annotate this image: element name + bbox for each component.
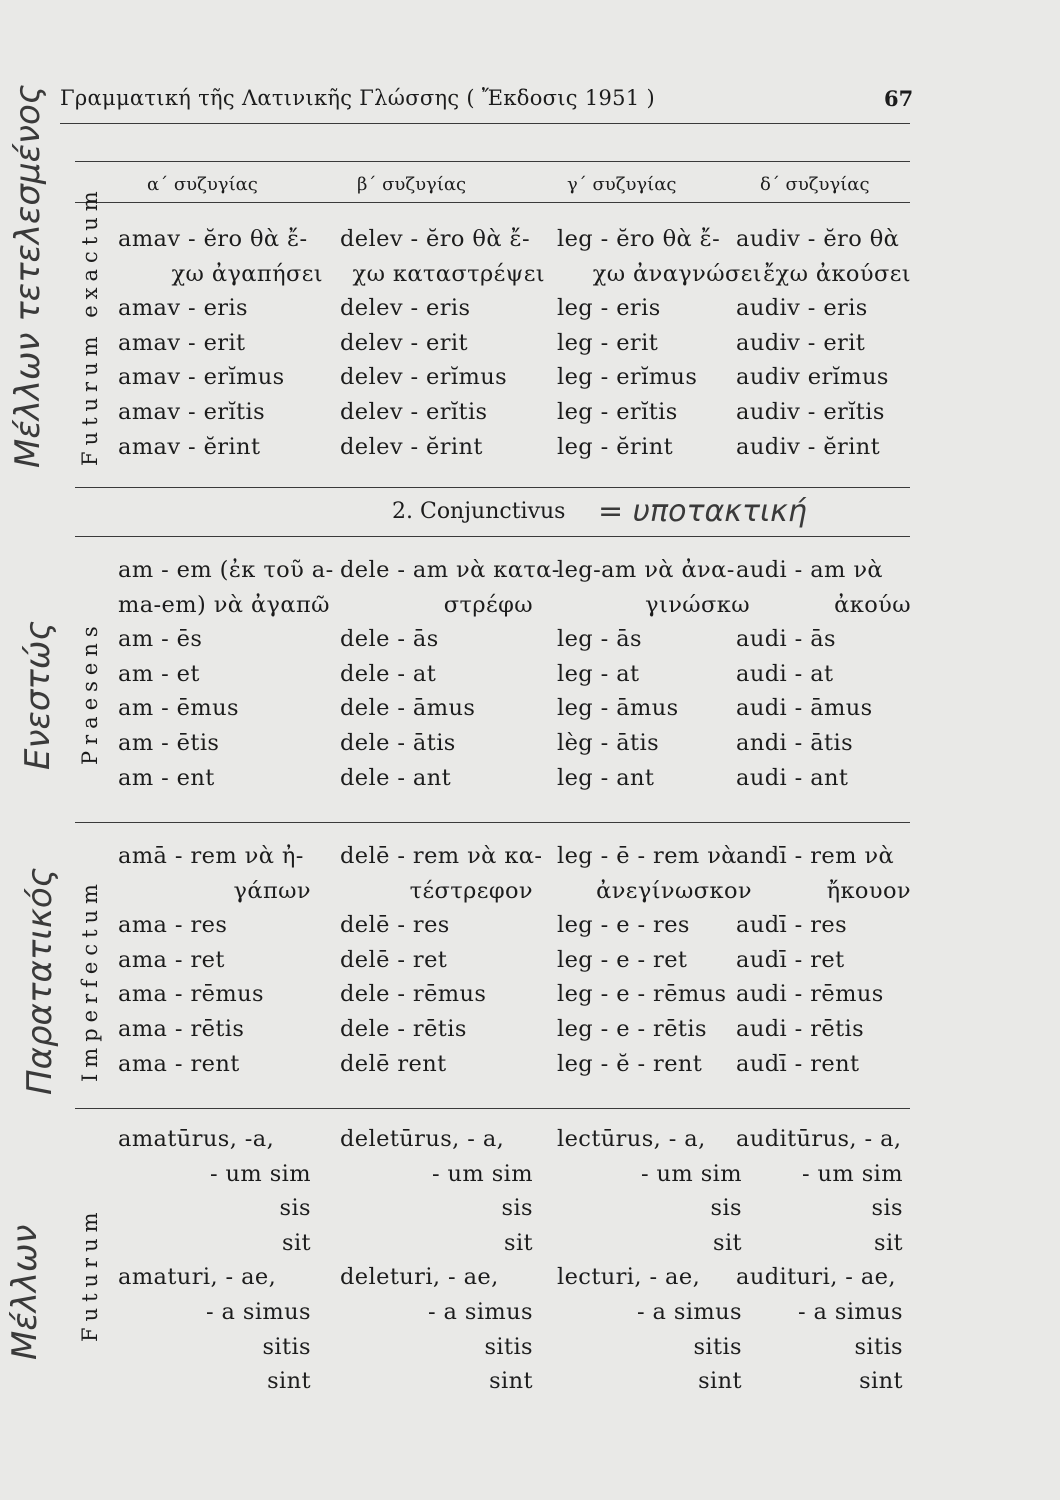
futurum-cell: auditūrus, - a, bbox=[736, 1126, 902, 1152]
praesens-cell: ἀκούω bbox=[834, 591, 911, 618]
imperfectum-cell: dele - rēmus bbox=[340, 981, 487, 1008]
futurum-cell: sit bbox=[874, 1229, 903, 1256]
futurum-exactum-cell: audiv - eris bbox=[736, 295, 868, 322]
imperfectum-cell: leg - e - ret bbox=[557, 946, 688, 973]
column-header-2: β΄ συζυγίας bbox=[357, 174, 467, 195]
futurum-exactum-cell: leg - eris bbox=[557, 295, 661, 322]
futurum-cell: sis bbox=[501, 1195, 533, 1222]
imperfectum-cell: andī - rem νὰ bbox=[736, 843, 895, 869]
futurum-cell: audituri, - ae, bbox=[736, 1264, 896, 1291]
futurum-exactum-cell: leg - ĕro θὰ ἔ- bbox=[557, 226, 721, 252]
imperfectum-cell: τέστρεφον bbox=[409, 877, 533, 904]
praesens-cell: ma-em) νὰ ἀγαπῶ bbox=[118, 591, 330, 618]
futurum-cell: sitis bbox=[854, 1333, 903, 1360]
futurum-exactum-cell: leg - erit bbox=[557, 329, 659, 356]
imperfectum-cell: ama - rēmus bbox=[118, 981, 264, 1008]
futurum-exactum-cell: delev - ĕrint bbox=[340, 433, 483, 460]
futurum-cell: lecturi, - ae, bbox=[557, 1264, 701, 1291]
imperfectum-cell: delē - ret bbox=[340, 946, 448, 973]
imperfectum-cell: ama - res bbox=[118, 912, 228, 939]
praesens-cell: leg - āmus bbox=[557, 695, 679, 722]
praesens-cell: leg - ās bbox=[557, 626, 642, 653]
section-label-futurum: Futurum bbox=[78, 1206, 102, 1342]
praesens-cell: audi - am νὰ bbox=[736, 557, 883, 583]
futurum-exactum-cell: leg - erĭmus bbox=[557, 364, 698, 391]
section-divider bbox=[75, 487, 910, 488]
futurum-cell: deletūrus, - a, bbox=[340, 1126, 505, 1152]
column-header-3: γ΄ συζυγίας bbox=[567, 174, 677, 195]
handwritten-note-futurum-exactum: Μέλλων τετελεσμένος bbox=[8, 84, 48, 468]
praesens-cell: leg - ant bbox=[557, 764, 655, 791]
imperfectum-cell: leg - e - rēmus bbox=[557, 981, 727, 1008]
imperfectum-cell: delē - res bbox=[340, 912, 450, 939]
praesens-cell: andi - ātis bbox=[736, 730, 854, 756]
futurum-cell: sis bbox=[871, 1195, 903, 1222]
praesens-cell: dele - āmus bbox=[340, 695, 476, 722]
praesens-cell: leg - at bbox=[557, 660, 640, 687]
imperfectum-cell: audī - res bbox=[736, 912, 848, 939]
praesens-cell: γινώσκω bbox=[645, 591, 750, 618]
section-divider bbox=[75, 1108, 910, 1109]
praesens-cell: dele - am νὰ κατα- bbox=[340, 557, 560, 583]
futurum-exactum-cell: delev - ĕro θὰ ἔ- bbox=[340, 226, 530, 252]
futurum-exactum-cell: amav - erĭmus bbox=[118, 364, 285, 391]
futurum-cell: - a simus bbox=[797, 1299, 903, 1325]
section-divider bbox=[75, 822, 910, 823]
header-rule bbox=[60, 123, 910, 124]
futurum-exactum-cell: amav - erit bbox=[118, 329, 246, 356]
imperfectum-cell: γάπων bbox=[233, 877, 311, 904]
column-header-4: δ΄ συζυγίας bbox=[760, 174, 870, 195]
column-header-bottom-rule bbox=[75, 202, 910, 203]
imperfectum-cell: ama - rētis bbox=[118, 1016, 245, 1042]
futurum-exactum-cell: leg - erĭtis bbox=[557, 399, 678, 425]
praesens-cell: leg-am νὰ ἀνα- bbox=[557, 557, 735, 583]
section-subtitle: 2. Conjunctivus bbox=[392, 499, 566, 524]
imperfectum-cell: ἤκουον bbox=[826, 877, 911, 904]
page-number: 67 bbox=[884, 86, 914, 111]
futurum-exactum-cell: χω ἀναγνώσει bbox=[592, 260, 762, 287]
futurum-cell: - um sim bbox=[209, 1160, 311, 1187]
praesens-cell: am - em (ἐκ τοῦ a- bbox=[118, 557, 334, 583]
futurum-cell: sit bbox=[713, 1229, 742, 1256]
handwritten-note-futurum: Μέλλων bbox=[5, 1224, 45, 1360]
futurum-cell: deleturi, - ae, bbox=[340, 1264, 499, 1291]
futurum-exactum-cell: amav - ĕro θὰ ἔ- bbox=[118, 226, 308, 252]
futurum-cell: - a simus bbox=[636, 1299, 742, 1325]
futurum-cell: - um sim bbox=[431, 1160, 533, 1187]
section-divider bbox=[75, 536, 910, 537]
futurum-cell: sis bbox=[279, 1195, 311, 1222]
futurum-exactum-cell: delev - erĭmus bbox=[340, 364, 508, 391]
futurum-cell: sitis bbox=[693, 1333, 742, 1360]
imperfectum-cell: audī - rent bbox=[736, 1050, 860, 1077]
handwritten-subtitle-note: = υποτακτική bbox=[598, 494, 807, 529]
futurum-exactum-cell: delev - erit bbox=[340, 329, 468, 356]
futurum-cell: sint bbox=[489, 1368, 533, 1395]
praesens-cell: am - ēmus bbox=[118, 695, 239, 722]
praesens-cell: audi - ās bbox=[736, 626, 836, 653]
futurum-cell: - a simus bbox=[427, 1299, 533, 1325]
futurum-cell: sitis bbox=[484, 1333, 533, 1360]
futurum-exactum-cell: ἔχω ἀκούσει bbox=[763, 260, 911, 287]
futurum-exactum-cell: delev - eris bbox=[340, 295, 471, 322]
praesens-cell: lèg - ātis bbox=[557, 730, 660, 756]
futurum-cell: sitis bbox=[262, 1333, 311, 1360]
futurum-cell: sit bbox=[282, 1229, 311, 1256]
imperfectum-cell: audi - rēmus bbox=[736, 981, 884, 1008]
column-header-top-rule bbox=[75, 161, 910, 162]
futurum-exactum-cell: amav - erĭtis bbox=[118, 399, 266, 425]
futurum-cell: amatūrus, -a, bbox=[118, 1126, 275, 1152]
futurum-cell: sis bbox=[710, 1195, 742, 1222]
imperfectum-cell: audi - rētis bbox=[736, 1016, 865, 1042]
imperfectum-cell: leg - ĕ - rent bbox=[557, 1050, 703, 1077]
imperfectum-cell: delē - rem νὰ κα- bbox=[340, 843, 543, 869]
praesens-cell: στρέφω bbox=[443, 591, 533, 618]
futurum-cell: sint bbox=[859, 1368, 903, 1395]
imperfectum-cell: leg - e - res bbox=[557, 912, 690, 939]
futurum-exactum-cell: χω ἀγαπήσει bbox=[171, 260, 323, 287]
futurum-cell: - um sim bbox=[801, 1160, 903, 1187]
section-label-futurum-exactum: Futurum exactum bbox=[78, 185, 102, 466]
imperfectum-cell: leg - ē - rem νὰ bbox=[557, 843, 737, 869]
praesens-cell: dele - ās bbox=[340, 626, 439, 653]
praesens-cell: audi - at bbox=[736, 660, 834, 687]
imperfectum-cell: ἀνεγίνωσκον bbox=[596, 877, 752, 904]
futurum-exactum-cell: amav - ĕrint bbox=[118, 433, 261, 460]
imperfectum-cell: ama - rent bbox=[118, 1050, 240, 1077]
page-header-title: Γραμματική τῆς Λατινικῆς Γλώσσης ( Ἔκδοσις 1951 ) bbox=[60, 86, 655, 110]
praesens-cell: am - ēs bbox=[118, 626, 203, 653]
imperfectum-cell: leg - e - rētis bbox=[557, 1016, 707, 1042]
handwritten-note-imperfectum: Παρατατικός bbox=[20, 867, 60, 1095]
praesens-cell: am - ētis bbox=[118, 730, 220, 756]
imperfectum-cell: audī - ret bbox=[736, 946, 845, 973]
futurum-exactum-cell: amav - eris bbox=[118, 295, 248, 322]
futurum-cell: sint bbox=[267, 1368, 311, 1395]
futurum-cell: amaturi, - ae, bbox=[118, 1264, 277, 1291]
futurum-cell: - um sim bbox=[640, 1160, 742, 1187]
futurum-exactum-cell: audiv erĭmus bbox=[736, 364, 889, 391]
praesens-cell: audi - ant bbox=[736, 764, 849, 791]
futurum-exactum-cell: delev - erĭtis bbox=[340, 399, 488, 425]
futurum-cell: - a simus bbox=[205, 1299, 311, 1325]
section-label-praesens: Praesens bbox=[78, 620, 102, 765]
futurum-exactum-cell: audiv - ĕro θὰ bbox=[736, 226, 900, 252]
futurum-cell: sint bbox=[698, 1368, 742, 1395]
imperfectum-cell: ama - ret bbox=[118, 946, 225, 973]
handwritten-note-praesens: Ενεστώς bbox=[18, 620, 58, 770]
futurum-exactum-cell: audiv - erĭtis bbox=[736, 399, 885, 425]
praesens-cell: dele - ant bbox=[340, 764, 452, 791]
futurum-cell: lectūrus, - a, bbox=[557, 1126, 706, 1152]
column-header-1: α΄ συζυγίας bbox=[147, 174, 258, 195]
praesens-cell: dele - ātis bbox=[340, 730, 456, 756]
imperfectum-cell: delē rent bbox=[340, 1050, 447, 1077]
futurum-exactum-cell: χω καταστρέψει bbox=[352, 260, 545, 287]
praesens-cell: am - ent bbox=[118, 764, 215, 791]
futurum-exactum-cell: leg - ĕrint bbox=[557, 433, 674, 460]
futurum-exactum-cell: audiv - ĕrint bbox=[736, 433, 881, 460]
imperfectum-cell: amā - rem νὰ ἠ- bbox=[118, 843, 304, 869]
section-label-imperfectum: Imperfectum bbox=[78, 878, 102, 1082]
futurum-cell: sit bbox=[504, 1229, 533, 1256]
futurum-exactum-cell: audiv - erit bbox=[736, 329, 866, 356]
imperfectum-cell: dele - rētis bbox=[340, 1016, 467, 1042]
praesens-cell: dele - at bbox=[340, 660, 437, 687]
praesens-cell: audi - āmus bbox=[736, 695, 873, 722]
praesens-cell: am - et bbox=[118, 660, 200, 687]
